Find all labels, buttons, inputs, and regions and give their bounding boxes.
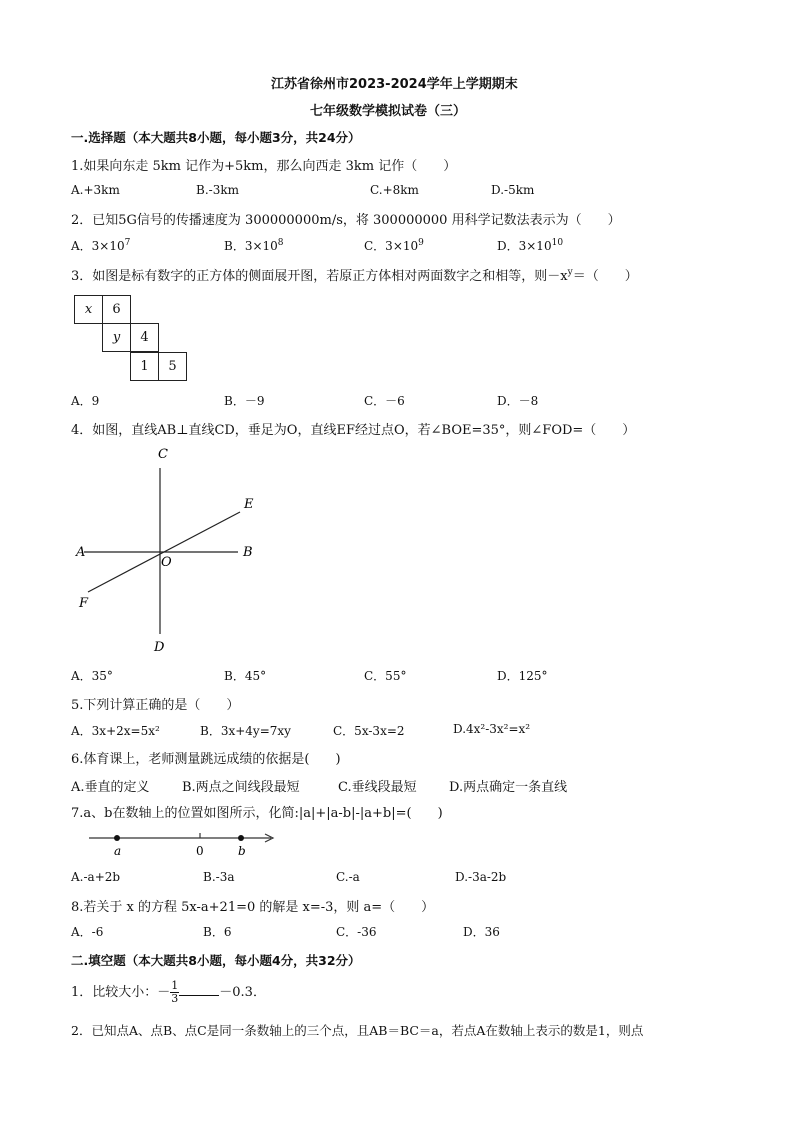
q1-option-b: B.-3km xyxy=(196,183,239,197)
answer-blank[interactable] xyxy=(179,983,219,996)
label-f: F xyxy=(79,596,89,611)
q4-option-d: D．125° xyxy=(497,669,548,683)
q8-option-b: B．6 xyxy=(203,925,232,939)
label-b: B xyxy=(243,545,253,560)
q1-option-d: D.-5km xyxy=(491,183,535,197)
cube-net-cell-x: x xyxy=(74,295,103,324)
perpendicular-lines-figure xyxy=(70,440,270,660)
q7-option-b: B.-3a xyxy=(203,870,235,884)
q6-option-a: A.垂直的定义 xyxy=(71,780,150,795)
fill2-stem: 2．已知点A、点B、点C是同一条数轴上的三个点，且AB＝BC＝a，若点A在数轴上表示的数是1，则点 xyxy=(71,1023,644,1038)
label-origin: 0 xyxy=(196,844,204,858)
label-e: E xyxy=(244,497,254,512)
q5-option-a: A．3x+2x=5x² xyxy=(71,724,160,738)
label-d: D xyxy=(154,640,165,655)
q8-option-a: A．-6 xyxy=(71,925,104,939)
q6-option-b: B.两点之间线段最短 xyxy=(182,780,300,795)
q2-option-c: C．$3\times 10^9$ xyxy=(364,238,424,253)
q2-option-b: B．$3\times 10^8$ xyxy=(224,238,284,253)
label-point-b: b xyxy=(238,844,246,858)
label-a: A xyxy=(76,545,86,560)
q4-option-c: C．55° xyxy=(364,669,407,683)
q4-stem: 4．如图，直线AB⊥直线CD，垂足为O，直线EF经过点O，若∠BOE=35°，则∠FOD=（ ） xyxy=(71,423,636,438)
q8-option-c: C．-36 xyxy=(336,925,377,939)
q8-stem: 8.若关于 x 的方程 5x-a+21=0 的解是 x=-3，则 a=（ ） xyxy=(71,900,435,915)
q3-option-b: B．－9 xyxy=(224,394,265,408)
cube-net-cell-5: 5 xyxy=(158,352,187,381)
q2-option-a: A．$3\times 10^7$ xyxy=(71,238,131,253)
fraction-one-third: $\frac{1}{3}$ xyxy=(171,979,179,1005)
q2-stem: 2．已知5G信号的传播速度为 300000000m/s，将 300000000 用科学记数法表示为（ ） xyxy=(71,213,621,228)
q5-option-d: D.4x²-3x²=x² xyxy=(453,722,531,736)
q3-stem: 3．如图是标有数字的正方体的侧面展开图，若原正方体相对两面数字之和相等，则$-x^y=$（ ） xyxy=(71,267,638,284)
label-point-a: a xyxy=(114,844,122,858)
q5-option-b: B．3x+4y=7xy xyxy=(200,724,291,738)
q1-option-c: C.+8km xyxy=(370,183,419,197)
label-o: O xyxy=(161,555,172,570)
exam-title-line1: 江苏省徐州市2023-2024学年上学期期末 xyxy=(271,77,518,92)
q3-option-c: C．－6 xyxy=(364,394,405,408)
q6-option-c: C.垂线段最短 xyxy=(338,780,417,795)
q2-option-d: D．$3\times 10^{10}$ xyxy=(497,238,564,253)
section-choice-heading: 一.选择题（本大题共8小题，每小题3分，共24分） xyxy=(71,130,361,145)
q3-option-a: A．9 xyxy=(71,394,100,408)
cube-net-cell-1: 1 xyxy=(130,352,159,381)
cube-net-cell-y: y xyxy=(102,323,131,352)
exam-title-line2: 七年级数学模拟试卷（三） xyxy=(310,104,467,119)
q1-stem: 1.如果向东走 5km 记作为+5km，那么向西走 3km 记作（ ） xyxy=(71,159,457,174)
fill1-stem: 1．比较大小：－ $\frac{1}{3}$ －0.3． xyxy=(71,979,266,1005)
point-b xyxy=(238,835,244,841)
q7-option-c: C.-a xyxy=(336,870,360,884)
q7-option-a: A.-a+2b xyxy=(71,870,121,884)
cube-net-cell-6: 6 xyxy=(102,295,131,324)
q7-option-d: D.-3a-2b xyxy=(455,870,507,884)
cube-net-cell-4: 4 xyxy=(130,323,159,352)
q4-option-a: A．35° xyxy=(71,669,113,683)
label-c: C xyxy=(158,447,168,462)
q3-option-d: D．－8 xyxy=(497,394,539,408)
q7-stem: 7.a、b在数轴上的位置如图所示，化简:|a|+|a-b|-|a+b|=( ) xyxy=(71,806,443,821)
q5-option-c: C．5x-3x=2 xyxy=(333,724,405,738)
section-fill-heading: 二.填空题（本大题共8小题，每小题4分，共32分） xyxy=(71,953,361,968)
number-line-figure xyxy=(85,826,285,860)
q5-stem: 5.下列计算正确的是（ ） xyxy=(71,698,240,713)
q4-option-b: B．45° xyxy=(224,669,267,683)
q6-option-d: D.两点确定一条直线 xyxy=(449,780,568,795)
q6-stem: 6.体育课上，老师测量跳远成绩的依据是( ) xyxy=(71,752,341,767)
q1-option-a: A.+3km xyxy=(71,183,120,197)
q8-option-d: D．36 xyxy=(463,925,500,939)
point-a xyxy=(114,835,120,841)
